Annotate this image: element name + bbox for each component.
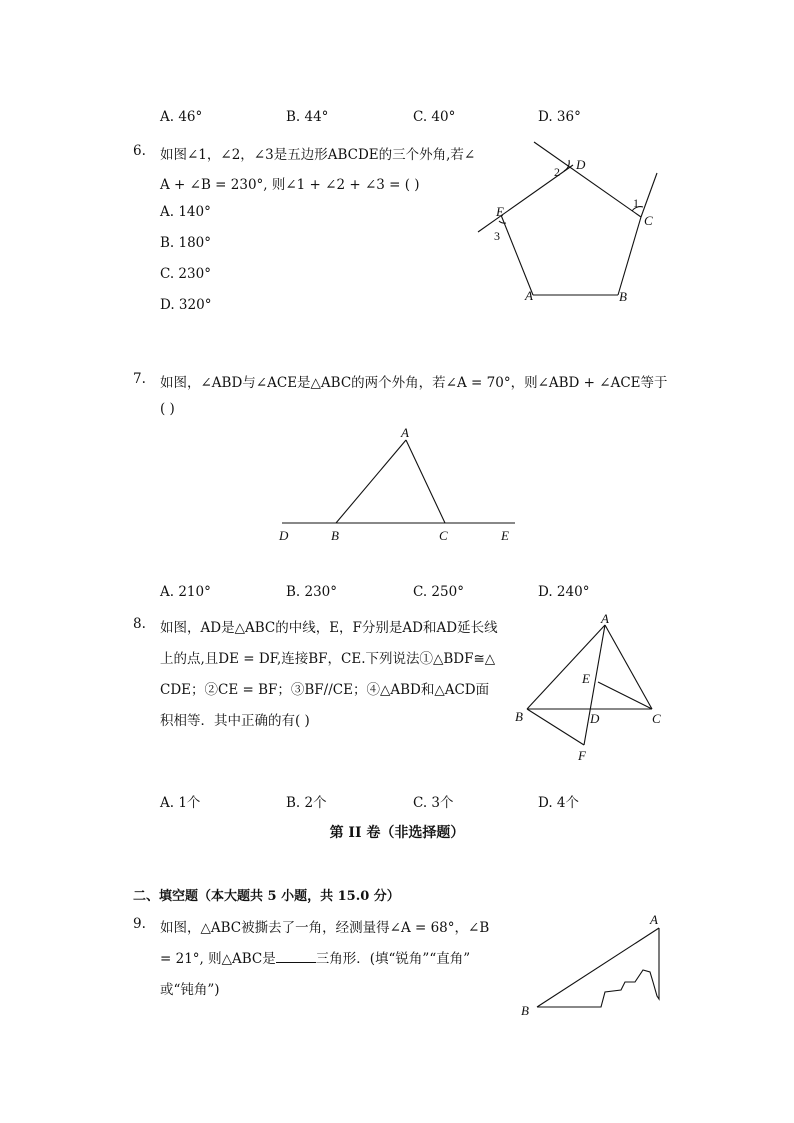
- q7-option-b: B. 230°: [286, 584, 338, 600]
- q9-line2-post: 三角形．(填“锐角”“直角”: [315, 951, 471, 967]
- q6-line1: 如图∠1，∠2，∠3是五边形ABCDE的三个外角,若∠: [160, 147, 476, 163]
- q8-label-b: B: [515, 709, 523, 724]
- q9-line1: 如图，△ABC被撕去了一角，经测量得∠A = 68°，∠B: [160, 920, 490, 936]
- section-title: 第 II 卷（非选择题）: [329, 825, 465, 841]
- q8-option-d: D. 4个: [538, 795, 580, 811]
- q8-label-e: E: [582, 671, 590, 686]
- q6-label-b: B: [619, 289, 627, 304]
- q8-label-c: C: [652, 711, 661, 726]
- q8-line2: 上的点,且DE = DF,连接BF，CE.下列说法①△BDF≅△: [160, 651, 496, 667]
- q5-option-a: A. 46°: [160, 109, 203, 125]
- q6-option-a: A. 140°: [160, 204, 211, 220]
- q6-option-d: D. 320°: [160, 297, 212, 313]
- q6-label-a: A: [525, 288, 533, 303]
- q6-number: 6.: [133, 143, 146, 159]
- q8-line3: CDE；②CE = BF；③BF//CE；④△ABD和△ACD面: [160, 682, 490, 698]
- q9-answer-blank[interactable]: [276, 950, 316, 963]
- q7-option-d: D. 240°: [538, 584, 590, 600]
- q6-label-c: C: [644, 213, 653, 228]
- q7-label-c: C: [439, 528, 448, 543]
- q7-number: 7.: [133, 371, 146, 387]
- q9-number: 9.: [133, 916, 146, 932]
- q6-label-3: 3: [494, 229, 500, 243]
- q8-label-f: F: [578, 748, 586, 763]
- q6-pentagon-figure: [470, 135, 670, 310]
- q6-option-c: C. 230°: [160, 266, 211, 282]
- q6-label-e: E: [496, 204, 504, 219]
- q6-label-d: D: [576, 157, 586, 172]
- q6-line2: A + ∠B = 230°, 则∠1 + ∠2 + ∠3 = ( ): [160, 177, 420, 193]
- q9-line3: 或“钝角”): [160, 982, 220, 998]
- part-heading: 二、填空题（本大题共 5 小题，共 15.0 分）: [133, 889, 400, 904]
- q5-option-d: D. 36°: [538, 109, 581, 125]
- q6-option-b: B. 180°: [160, 235, 212, 251]
- q6-label-2: 2: [554, 165, 560, 179]
- q8-label-d: D: [590, 711, 600, 726]
- q7-label-a: A: [401, 425, 409, 440]
- q7-option-a: A. 210°: [160, 584, 211, 600]
- q9-torn-triangle-figure: [515, 910, 675, 1025]
- q8-label-a: A: [601, 611, 609, 626]
- q8-option-b: B. 2个: [286, 795, 327, 811]
- q9-line2-pre: = 21°, 则△ABC是: [160, 951, 276, 967]
- q9-label-a: A: [650, 912, 658, 927]
- q7-triangle-figure: [270, 420, 530, 550]
- q8-triangle-figure: [505, 605, 675, 770]
- q7-label-b: B: [331, 528, 339, 543]
- q8-line4: 积相等．其中正确的有( ): [160, 713, 310, 729]
- q5-option-c: C. 40°: [413, 109, 456, 125]
- q7-line2: ( ): [160, 401, 175, 417]
- q8-number: 8.: [133, 616, 146, 632]
- q8-option-a: A. 1个: [160, 795, 201, 811]
- q7-label-d: D: [279, 528, 289, 543]
- q9-label-b: B: [521, 1003, 529, 1018]
- q8-line1: 如图，AD是△ABC的中线，E，F分别是AD和AD延长线: [160, 620, 498, 636]
- q9-line2: [160, 947, 470, 967]
- q6-label-1: 1: [633, 196, 639, 210]
- q5-option-b: B. 44°: [286, 109, 329, 125]
- q7-option-c: C. 250°: [413, 584, 464, 600]
- q8-option-c: C. 3个: [413, 795, 454, 811]
- q7-line1: 如图，∠ABD与∠ACE是△ABC的两个外角，若∠A = 70°，则∠ABD + ∠ACE等于: [160, 375, 668, 391]
- q7-label-e: E: [501, 528, 509, 543]
